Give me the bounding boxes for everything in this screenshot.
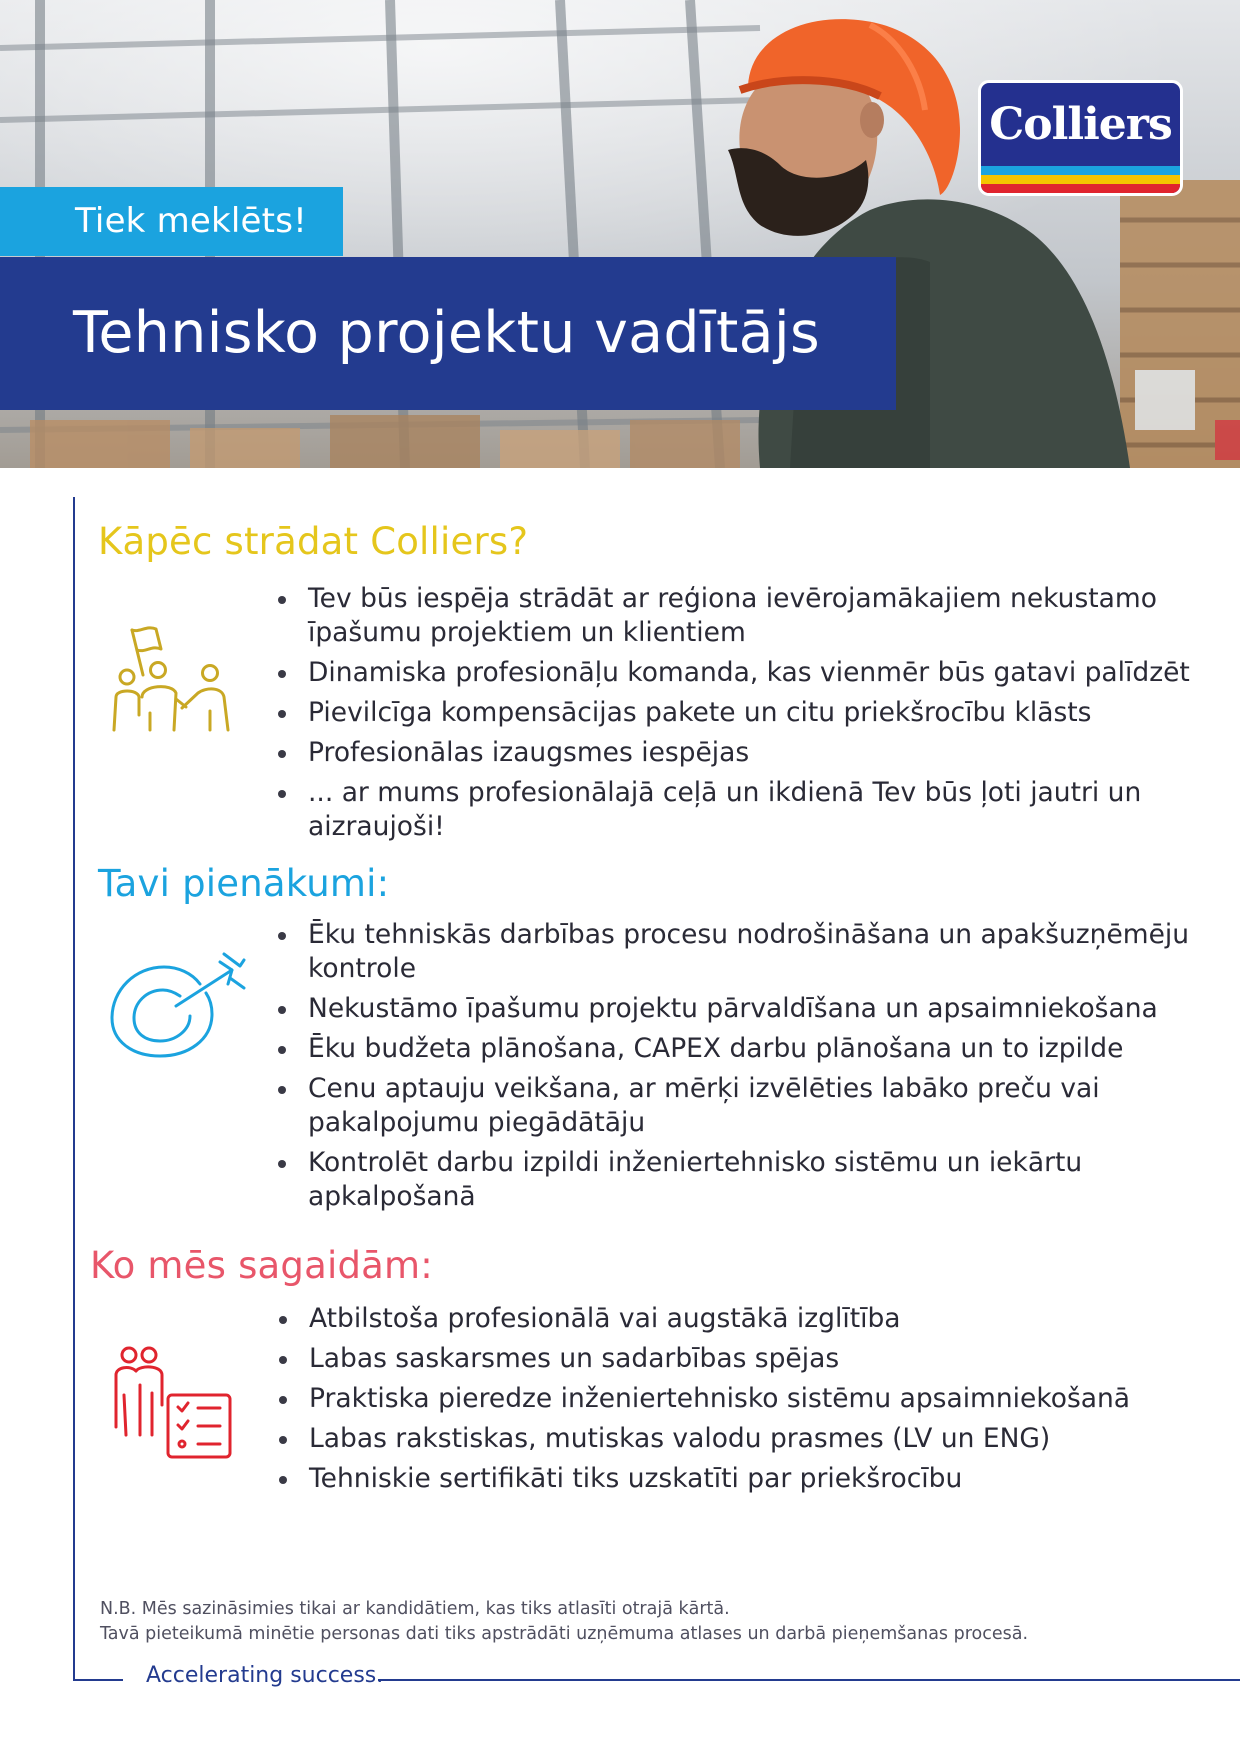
target-arrow-icon (104, 948, 250, 1060)
list-item: Ēku budžeta plānošana, CAPEX darbu plānošana un to izpilde (276, 1032, 1206, 1066)
why-colliers-list (276, 582, 1206, 850)
frame-vertical-line (73, 497, 75, 1680)
logo-wordmark: Colliers (989, 99, 1172, 150)
list-item: Profesionālas izaugsmes iespējas (276, 736, 1206, 770)
tagline: Accelerating success. (146, 1663, 384, 1688)
list-item: Pievilcīga kompensācijas pakete un citu priekšrocību klāsts (276, 696, 1206, 730)
hero-banner (0, 0, 1240, 468)
section-title-duties: Tavi pienākumi: (98, 862, 390, 905)
list-item: Tev būs iespēja strādāt ar reģiona ievērojamākajiem nekustamo īpašumu projektiem un klientiem (276, 582, 1206, 650)
footnote-line-1: N.B. Mēs sazināsimies tikai ar kandidātiem, kas tiks atlasīti otrajā kārtā. (100, 1599, 730, 1619)
list-item: Tehniskie sertifikāti tiks uzskatīti par priekšrocību (277, 1462, 1207, 1496)
list-item: Labas rakstiskas, mutiskas valodu prasmes (LV un ENG) (277, 1422, 1207, 1456)
logo-stripes (981, 166, 1180, 193)
section-title-expectations: Ko mēs sagaidām: (90, 1244, 433, 1287)
frame-bottom-line-right (378, 1679, 1240, 1681)
tag-label: Tiek meklēts! (0, 187, 343, 256)
team-flag-icon (106, 625, 240, 735)
colliers-logo (978, 80, 1183, 196)
list-item: Cenu aptauju veikšana, ar mērķi izvēlēties labāko preču vai pakalpojumu piegādātāju (276, 1072, 1206, 1140)
people-checklist-icon (110, 1345, 236, 1463)
list-item: Labas saskarsmes un sadarbības spējas (277, 1342, 1207, 1376)
duties-list (276, 918, 1206, 1220)
job-title: Tehnisko projektu vadītājs (0, 257, 896, 410)
list-item: Ēku tehniskās darbības procesu nodrošināšana un apakšuzņēmēju kontrole (276, 918, 1206, 986)
list-item: Dinamiska profesionāļu komanda, kas vienmēr būs gatavi palīdzēt (276, 656, 1206, 690)
footnote (100, 1597, 1028, 1647)
list-item: Atbilstoša profesionālā vai augstākā izglītība (277, 1302, 1207, 1336)
section-title-why-colliers: Kāpēc strādat Colliers? (98, 520, 529, 563)
frame-bottom-line-left (73, 1679, 123, 1681)
expectations-list (277, 1302, 1207, 1502)
list-item: Praktiska pieredze inženiertehnisko sistēmu apsaimniekošanā (277, 1382, 1207, 1416)
footnote-line-2: Tavā pieteikumā minētie personas dati tiks apstrādāti uzņēmuma atlases un darbā pieņemšanas procesā. (100, 1624, 1029, 1644)
list-item: ... ar mums profesionālajā ceļā un ikdienā Tev būs ļoti jautri un aizraujoši! (276, 776, 1206, 844)
list-item: Nekustāmo īpašumu projektu pārvaldīšana un apsaimniekošana (276, 992, 1206, 1026)
list-item: Kontrolēt darbu izpildi inženiertehnisko sistēmu un iekārtu apkalpošanā (276, 1146, 1206, 1214)
